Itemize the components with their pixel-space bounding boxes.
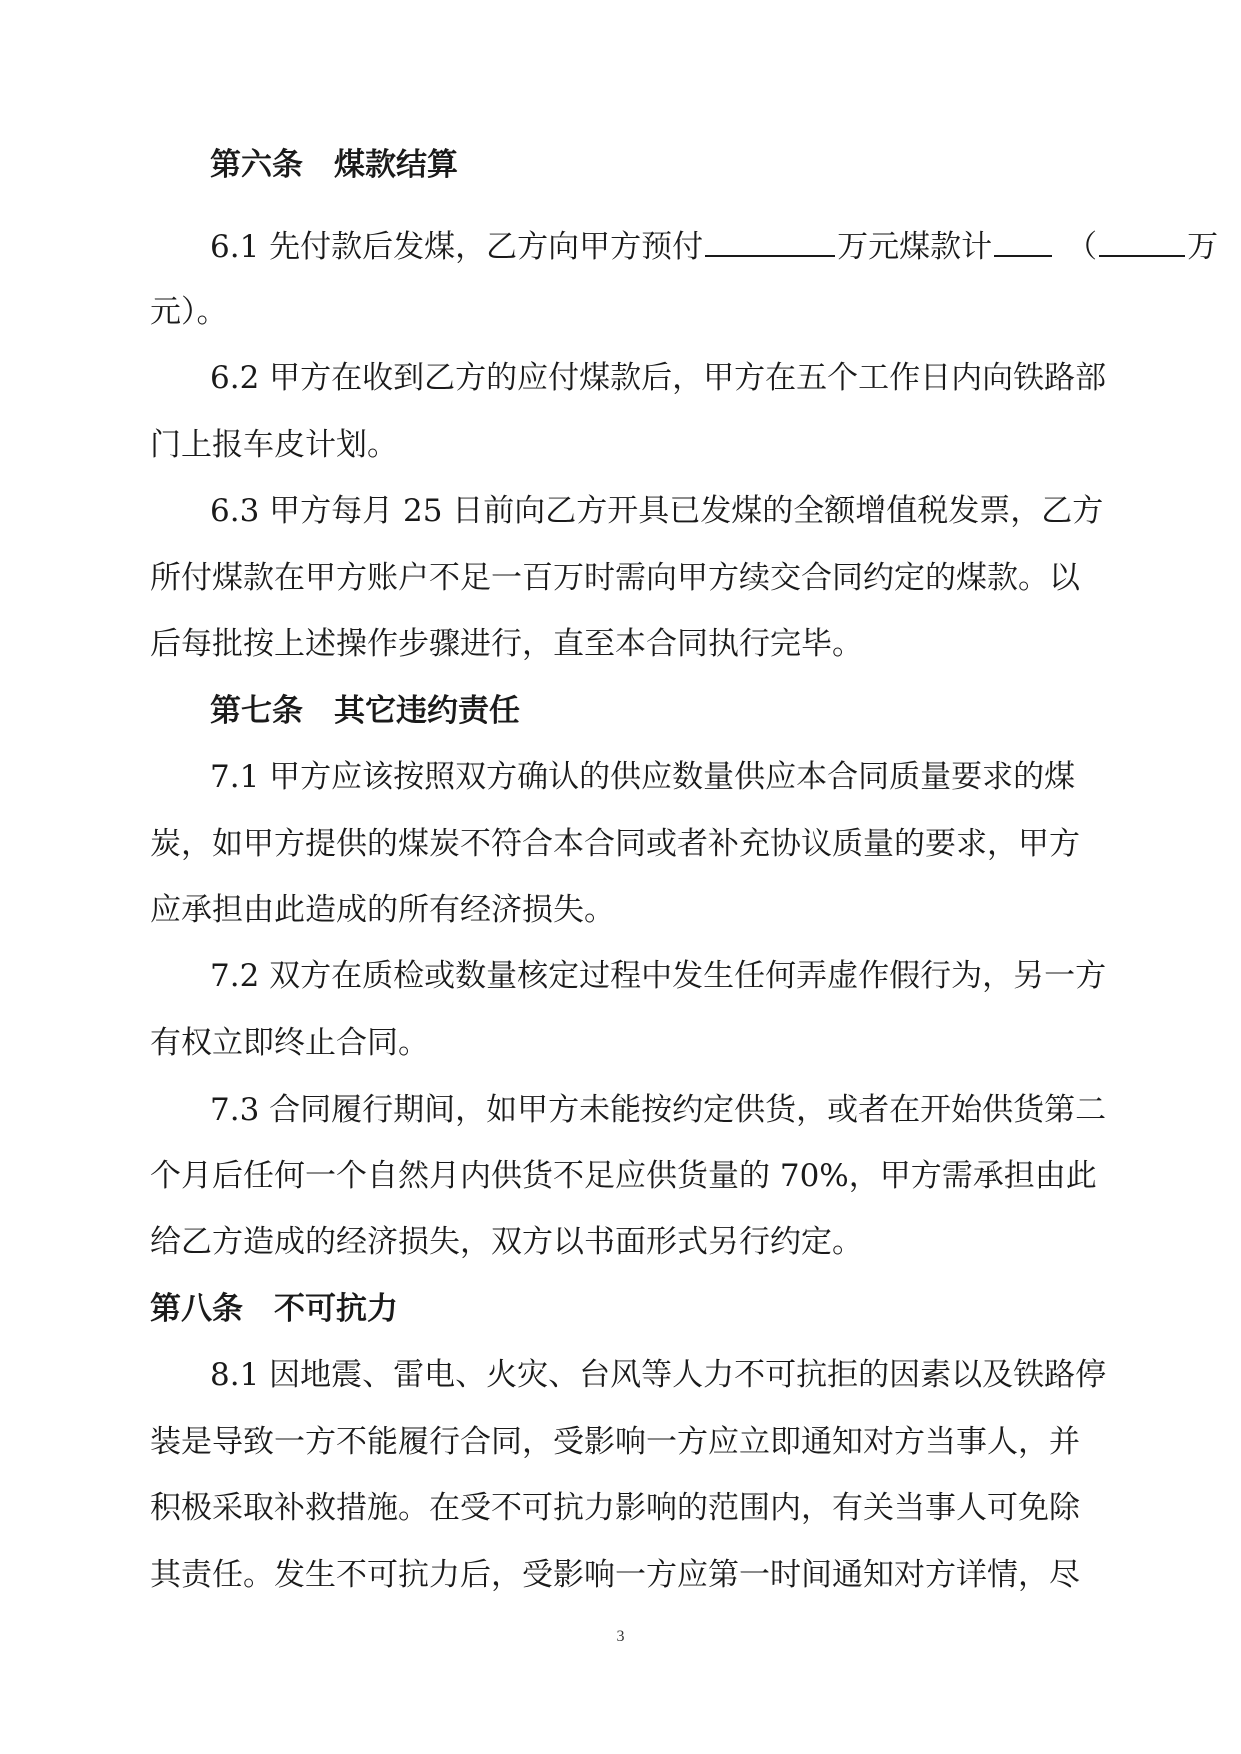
clause-6-3-line-3: 后每批按上述操作步骤进行，直至本合同执行完毕。 <box>150 626 863 662</box>
clause-6-1-text-b: 万元煤款计 <box>837 229 993 265</box>
clause-6-1-text-a: 6.1 先付款后发煤，乙方向甲方预付 <box>210 229 704 265</box>
clause-8-1-line-4: 其责任。发生不可抗力后，受影响一方应第一时间通知对方详情，尽 <box>150 1557 1080 1593</box>
clause-7-1-line-2: 炭，如甲方提供的煤炭不符合本合同或者补充协议质量的要求，甲方 <box>150 826 1080 862</box>
clause-6-1-text-d: 万 <box>1187 229 1219 265</box>
clause-6-1-line-1 <box>210 225 1218 265</box>
clause-7-3-line-3: 给乙方造成的经济损失，双方以书面形式另行约定。 <box>150 1224 863 1260</box>
clause-8-1-line-2: 装是导致一方不能履行合同，受影响一方应立即通知对方当事人，并 <box>150 1424 1080 1460</box>
prepay-amount-blank <box>705 225 835 257</box>
clause-6-2-line-2: 门上报车皮计划。 <box>150 427 398 463</box>
clause-6-1-line-2: 元）。 <box>150 294 228 330</box>
clause-7-1-line-3: 应承担由此造成的所有经济损失。 <box>150 892 615 928</box>
clause-8-1-line-3: 积极采取补救措施。在受不可抗力影响的范围内，有关当事人可免除 <box>150 1490 1080 1526</box>
clause-7-2-line-1: 7.2 双方在质检或数量核定过程中发生任何弄虚作假行为，另一方 <box>210 958 1107 994</box>
article-8-heading: 第八条 不可抗力 <box>150 1291 398 1327</box>
clause-7-1-line-1: 7.1 甲方应该按照双方确认的供应数量供应本合同质量要求的煤 <box>210 759 1076 795</box>
clause-7-3-line-2: 个月后任何一个自然月内供货不足应供货量的 70%，甲方需承担由此 <box>150 1158 1097 1194</box>
clause-6-2-line-1: 6.2 甲方在收到乙方的应付煤款后，甲方在五个工作日内向铁路部 <box>210 360 1107 396</box>
clause-7-2-line-2: 有权立即终止合同。 <box>150 1025 429 1061</box>
clause-6-3-line-2: 所付煤款在甲方账户不足一百万时需向甲方续交合同约定的煤款。以 <box>150 560 1080 596</box>
article-7-heading: 第七条 其它违约责任 <box>210 693 520 729</box>
clause-6-3-line-1: 6.3 甲方每月 25 日前向乙方开具已发煤的全额增值税发票，乙方 <box>210 493 1104 529</box>
article-6-heading: 第六条 煤款结算 <box>210 147 458 183</box>
clause-6-1-text-c: （ <box>1066 229 1098 265</box>
clause-7-3-line-1: 7.3 合同履行期间，如甲方未能按约定供货，或者在开始供货第二 <box>210 1092 1107 1128</box>
clause-8-1-line-1: 8.1 因地震、雷电、火灾、台风等人力不可抗拒的因素以及铁路停 <box>210 1357 1107 1393</box>
page-number: 3 <box>616 1628 625 1645</box>
total-amount-blank <box>1099 225 1185 257</box>
coal-amount-blank <box>994 225 1052 257</box>
